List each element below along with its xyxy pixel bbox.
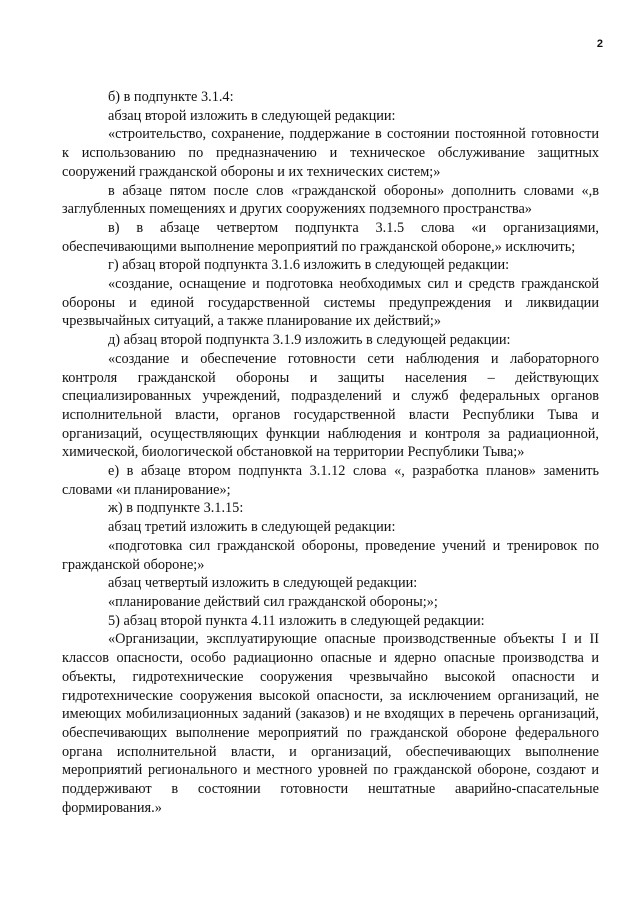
paragraph: е) в абзаце втором подпункта 3.1.12 слова «, разработка планов» заменить словами «и планирование»; (62, 463, 599, 498)
paragraph: г) абзац второй подпункта 3.1.6 изложить в следующей редакции: (108, 257, 510, 274)
paragraph: «подготовка сил гражданской обороны, проведение учений и тренировок по гражданской обороне;» (62, 537, 599, 573)
paragraph: «создание, оснащение и подготовка необходимых сил и средств гражданской обороны и единой государственной системы предупреждения и ликвидации чрезвычайных ситуаций, а также планирование их действий;» (62, 276, 599, 330)
paragraph: д) абзац второй подпункта 3.1.9 изложить в следующей редакции: (108, 332, 511, 349)
paragraph: ж) в подпункте 3.1.15: (108, 500, 244, 517)
paragraph: «строительство, сохранение, поддержание в состоянии постоянной готовности к использованию по предназначению и техническое обслуживание защитных сооружений гражданской обороны и их технических систем;» (62, 126, 599, 180)
page-number: 2 (596, 38, 603, 50)
paragraph: абзац третий изложить в следующей редакции: (108, 519, 396, 536)
paragraph: «планирование действий сил гражданской обороны;»; (108, 593, 438, 610)
paragraph: абзац четвертый изложить в следующей редакции: (108, 575, 418, 592)
paragraph: в) в абзаце четвертом подпункта 3.1.5 слова «и организациями, обеспечивающими выполнение мероприятий по гражданской обороне,» исключить; (62, 219, 599, 255)
paragraph: б) в подпункте 3.1.4: (108, 89, 234, 105)
paragraph: 5) абзац второй пункта 4.11 изложить в следующей редакции: (108, 612, 485, 629)
paragraph: «создание и обеспечение готовности сети наблюдения и лабораторного контроля гражданской обороны и защиты населения – действующих специализированных учреждений, подразделений и служб федеральных органов исполнительной власти, органов государственной власти Республики Тыва и организаций, осуществляющих функции наблюдения и контроля за радиационной, химической, биологической обстановкой на территории Республики Тыва;» (62, 350, 599, 461)
document-body (62, 88, 599, 817)
paragraph: абзац второй изложить в следующей редакции: (108, 107, 396, 124)
paragraph: «Организации, эксплуатирующие опасные производственные объекты I и II классов опасности, особо радиационно опасные и ядерно опасные производства и объекты, гидротехнические сооружения чрезвычайно высокой опасности и гидротехнические сооружения высокой опасности, за исключением организаций, не имеющих мобилизационных заданий (заказов) и не входящих в перечень организаций, обеспечивающих выполнение мероприятий по гражданской обороне федерального органа исполнительной власти, и организаций, обеспечивающих выполнение мероприятий регионального и местного уровней по гражданской обороне, создают и поддерживают в состоянии готовности нештатные аварийно-спасательные формирования.» (62, 631, 599, 816)
paragraph: в абзаце пятом после слов «гражданской обороны» дополнить словами «,в заглубленных помещениях и других сооружениях подземного пространства» (62, 182, 599, 218)
